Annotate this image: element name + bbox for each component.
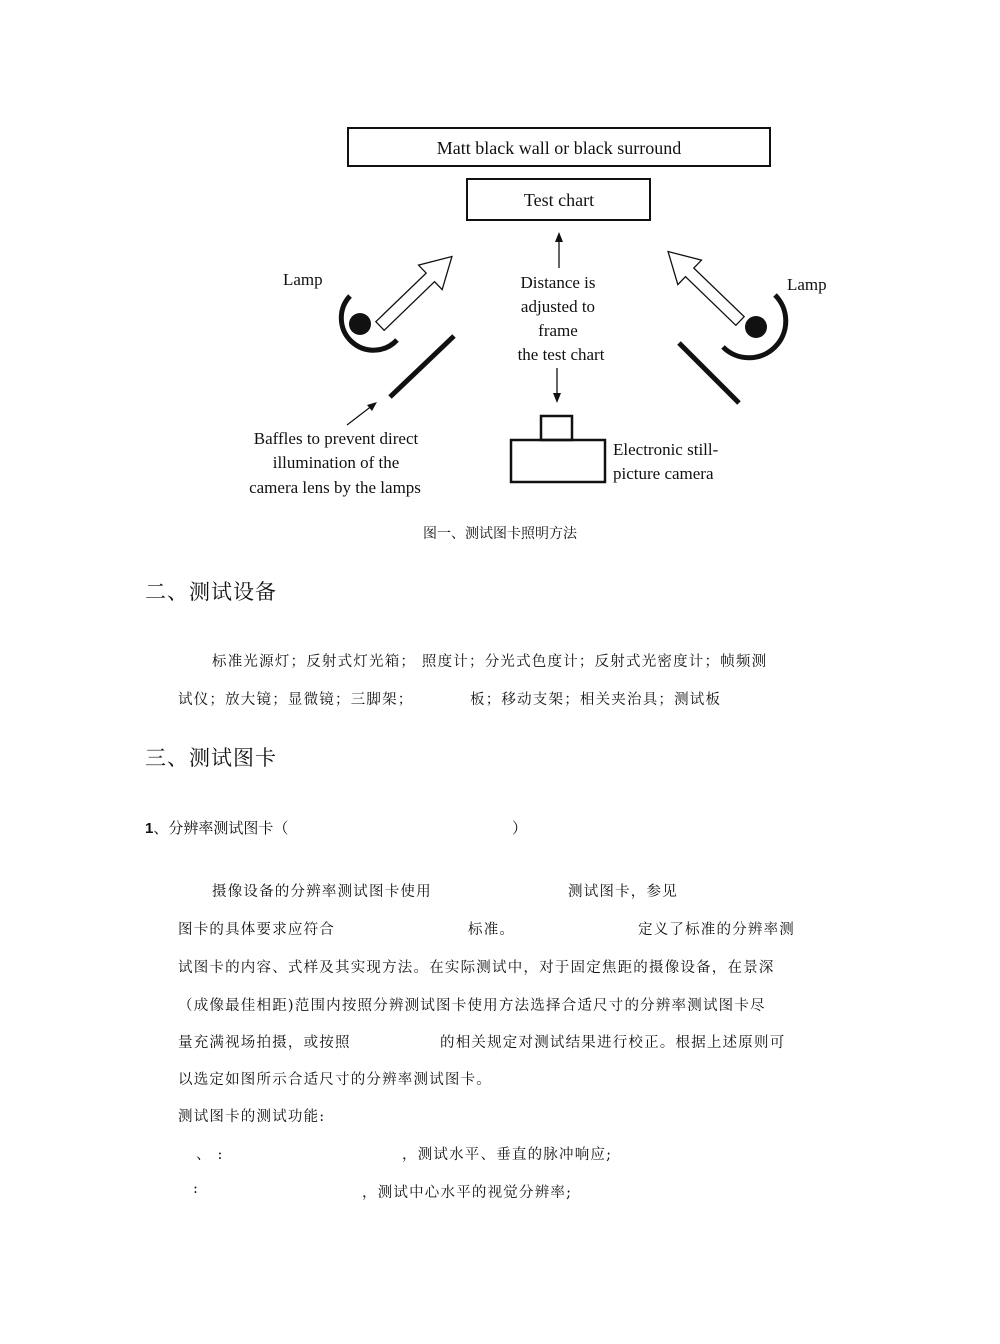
para-line-5a: 量充满视场拍摄，或按照 (178, 1035, 351, 1051)
equipment-line-2b: 板；移动支架；相关夹治具；测试板 (470, 692, 722, 708)
baffle-line-1: Baffles to prevent direct (253, 429, 419, 448)
lamp-right-label: Lamp (787, 275, 827, 294)
equipment-line-1: 标准光源灯；反射式灯光箱； 照度计；分光式色度计；反射式光密度计；帧频测 (212, 654, 768, 670)
function-item-1-prefix: 、 : (196, 1147, 224, 1163)
illumination-diagram (195, 118, 827, 508)
baffle-pointer-head (367, 402, 377, 411)
camera-top (541, 416, 572, 440)
figure-caption: 图一、测试图卡照明方法 (423, 526, 577, 542)
section-2-heading: 二、测试设备 (145, 580, 277, 604)
down-arrow-head (553, 393, 561, 403)
baffle-left (390, 336, 454, 397)
subsection-number: 1 (145, 820, 154, 837)
para-line-3: 试图卡的内容、式样及其实现方法。在实际测试中，对于固定焦距的摄像设备，在景深 (178, 960, 775, 976)
para-line-2b: 标准。 (468, 922, 516, 938)
para-line-4: （成像最佳相距)范围内按照分辨测试图卡使用方法选择合适尺寸的分辨率测试图卡尽 (178, 998, 766, 1014)
subsection-text: 、分辨率测试图卡（ (153, 819, 289, 837)
para-line-5b: 的相关规定对测试结果进行校正。根据上述原则可 (440, 1035, 786, 1051)
lamp-left-label: Lamp (283, 270, 323, 289)
test-chart-label: Test chart (523, 190, 595, 210)
subsection-1-title (145, 817, 288, 838)
para-line-1a: 摄像设备的分辨率测试图卡使用 (212, 884, 432, 900)
wall-label: Matt black wall or black surround (436, 138, 682, 158)
baffle-pointer (347, 405, 373, 425)
function-item-2-text: ，测试中心水平的视觉分辨率; (362, 1185, 573, 1201)
lamp-left-bulb (349, 313, 371, 335)
distance-line-4: the test chart (517, 345, 605, 364)
distance-line-3: frame (538, 321, 578, 340)
function-item-2-prefix: : (193, 1181, 200, 1197)
para-line-2a: 图卡的具体要求应符合 (178, 922, 335, 938)
distance-line-2: adjusted to (520, 297, 596, 316)
equipment-line-2a: 试仪；放大镜；显微镜；三脚架； (178, 692, 414, 708)
distance-line-1: Distance is (520, 273, 596, 292)
subsection-close-paren: ） (512, 819, 528, 837)
baffle-line-3: camera lens by the lamps (249, 478, 421, 497)
para-line-2c: 定义了标准的分辨率测 (638, 922, 795, 938)
light-arrow-left (368, 244, 464, 338)
up-arrow-head (555, 232, 563, 242)
para-line-1b: 测试图卡，参见 (568, 884, 678, 900)
camera-body (511, 440, 605, 482)
camera-line-1: Electronic still- (613, 440, 719, 459)
section-3-heading: 三、测试图卡 (145, 746, 277, 770)
baffle-line-2: illumination of the (272, 453, 400, 472)
light-arrow-right (656, 239, 752, 333)
camera-line-2: picture camera (613, 464, 714, 483)
para-line-6: 以选定如图所示合适尺寸的分辨率测试图卡。 (178, 1072, 492, 1088)
lamp-right-bulb (745, 316, 767, 338)
function-item-1-text: ，测试水平、垂直的脉冲响应; (402, 1147, 613, 1163)
functions-label: 测试图卡的测试功能: (178, 1109, 326, 1125)
